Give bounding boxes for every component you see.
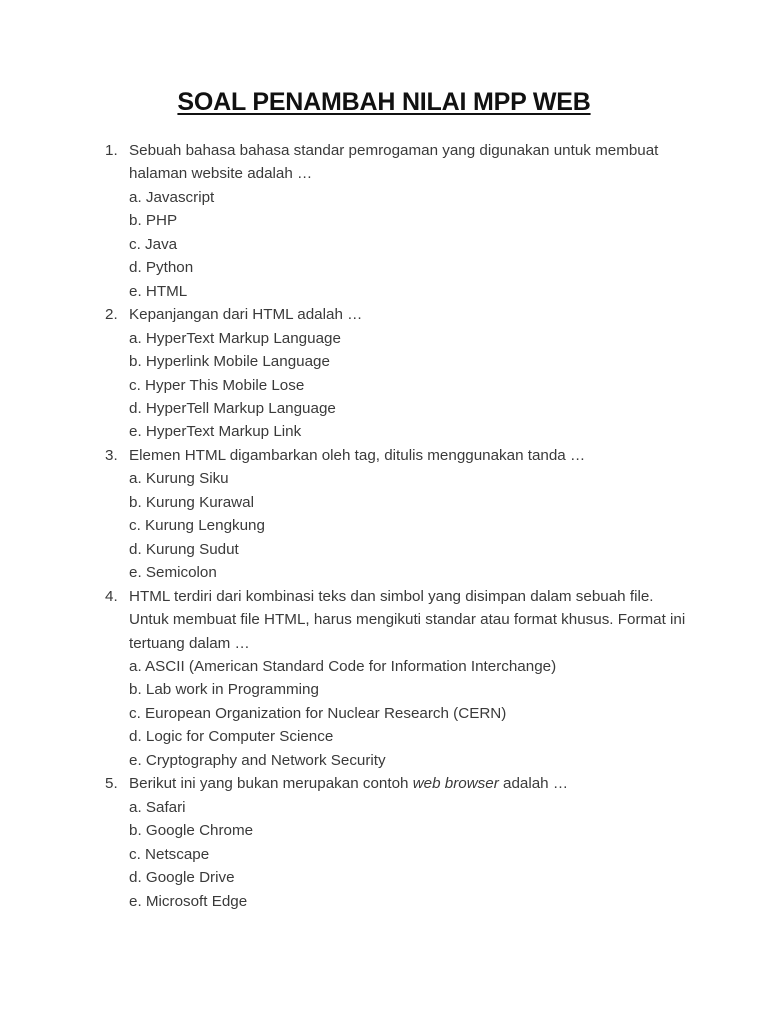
option-item: c. Java	[129, 235, 178, 253]
option-item: b. Kurung Kurawal	[129, 493, 254, 511]
question-text: Elemen HTML digambarkan oleh tag, ditulis menggunakan tanda …	[129, 446, 586, 464]
option-item: d. Python	[129, 259, 194, 277]
option-item: c. European Organization for Nuclear Research (CERN)	[129, 704, 507, 722]
option-item: b. Google Chrome	[129, 822, 254, 840]
question-list	[105, 139, 695, 913]
question-number: 5.	[105, 775, 118, 793]
question-item	[105, 139, 695, 303]
option-item: e. Microsoft Edge	[129, 892, 248, 910]
option-item: a. Javascript	[129, 188, 215, 206]
option-item: e. Cryptography and Network Security	[129, 751, 386, 769]
option-list	[129, 327, 695, 444]
option-item: d. Logic for Computer Science	[129, 728, 334, 746]
option-item: a. Safari	[129, 798, 186, 816]
question-number: 3.	[105, 446, 118, 464]
option-item: e. Semicolon	[129, 564, 217, 582]
question-item	[105, 444, 695, 585]
question-text: Kepanjangan dari HTML adalah …	[129, 306, 363, 324]
option-item: a. HyperText Markup Language	[129, 329, 341, 347]
option-item: b. PHP	[129, 212, 178, 230]
question-text	[129, 772, 695, 795]
question-item	[105, 772, 695, 913]
option-item: c. Kurung Lengkung	[129, 517, 265, 535]
question-number: 2.	[105, 306, 118, 324]
question-text-start: Berikut ini yang bukan merupakan contoh	[129, 775, 413, 793]
option-item: c. Hyper This Mobile Lose	[129, 376, 305, 394]
option-list	[129, 467, 695, 584]
option-item: b. Lab work in Programming	[129, 681, 319, 699]
option-list	[129, 796, 695, 913]
question-item	[105, 585, 695, 773]
option-item: c. Netscape	[129, 845, 210, 863]
option-item: e. HTML	[129, 282, 188, 300]
question-text-italic: web browser	[412, 775, 499, 793]
option-item: d. Google Drive	[129, 869, 235, 887]
option-item: e. HyperText Markup Link	[129, 423, 302, 441]
option-list	[129, 186, 695, 303]
question-text-end: adalah …	[498, 775, 569, 793]
option-item: d. HyperTell Markup Language	[129, 399, 336, 417]
option-list	[129, 655, 695, 772]
question-number: 1.	[105, 142, 118, 159]
question-text: HTML terdiri dari kombinasi teks dan simbol yang disimpan dalam sebuah file. Untuk membuat file HTML, harus mengikuti standar atau format khusus. Format ini tertuang dalam …	[129, 587, 686, 652]
page-title: SOAL PENAMBAH NILAI MPP WEB	[177, 88, 591, 116]
option-item: a. ASCII (American Standard Code for Information Interchange)	[129, 657, 557, 675]
option-item: b. Hyperlink Mobile Language	[129, 353, 330, 371]
question-item	[105, 303, 695, 444]
option-item: a. Kurung Siku	[129, 470, 229, 488]
question-text: Sebuah bahasa bahasa standar pemrogaman yang digunakan untuk membuat halaman website adalah …	[129, 142, 659, 183]
question-number: 4.	[105, 587, 118, 605]
option-item: d. Kurung Sudut	[129, 540, 239, 558]
